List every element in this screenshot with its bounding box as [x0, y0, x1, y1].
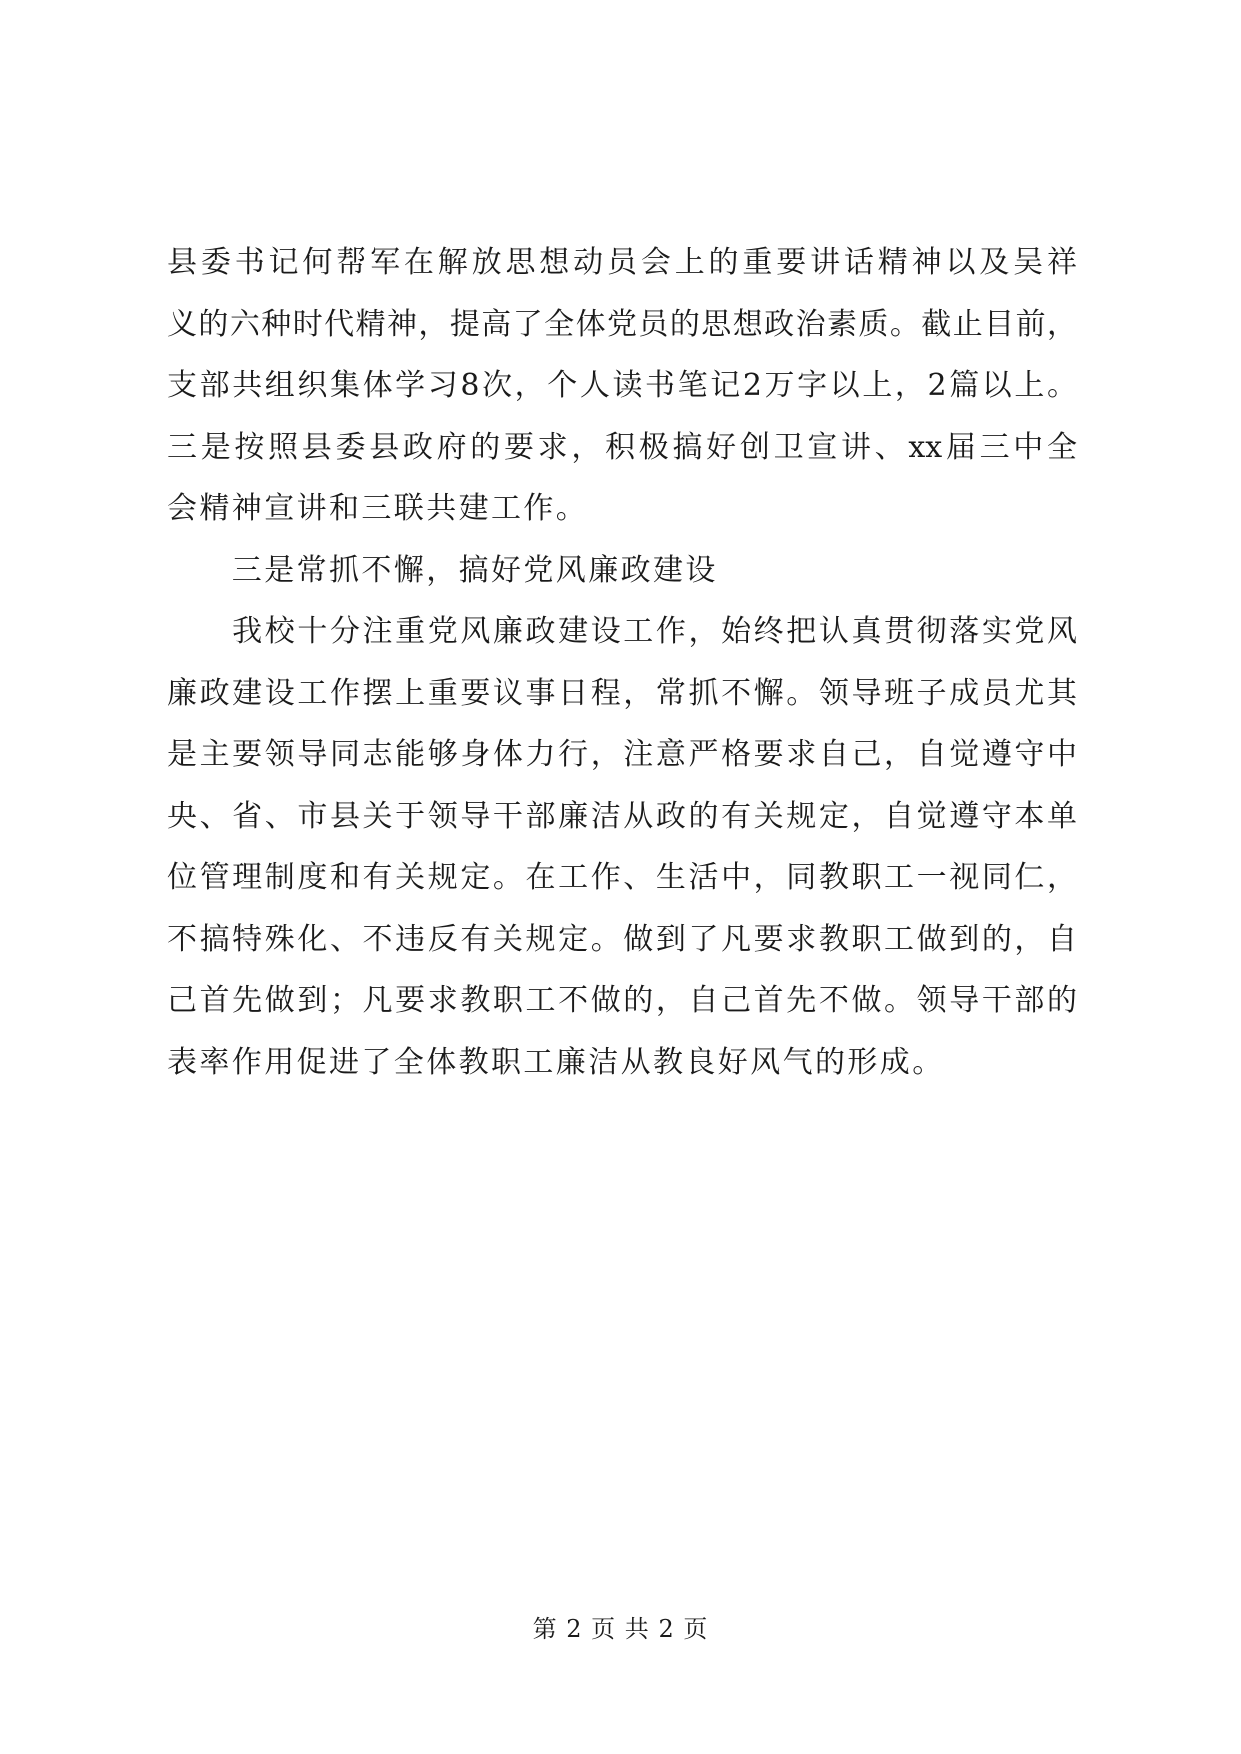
text-line: 三是按照县委县政府的要求，积极搞好创卫宣讲、xx届三中全 — [167, 429, 1077, 465]
text-line: 己首先做到；凡要求教职工不做的，自己首先不做。领导干部的 — [167, 983, 1077, 1018]
text-line: 会精神宣讲和三联共建工作。 — [167, 491, 589, 526]
text-line: 县委书记何帮军在解放思想动员会上的重要讲话精神以及吴祥 — [167, 245, 1077, 280]
text-line: 支部共组织集体学习8次，个人读书笔记2万字以上，2篇以上。 — [167, 368, 1077, 403]
text-line: 我校十分注重党风廉政建设工作，始终把认真贯彻落实党风 — [167, 614, 1077, 649]
body-text — [167, 232, 1077, 1093]
text-line: 央、省、市县关于领导干部廉洁从政的有关规定，自觉遵守本单 — [167, 798, 1077, 834]
text-line: 义的六种时代精神，提高了全体党员的思想政治素质。截止目前， — [167, 306, 1077, 342]
text-line: 表率作用促进了全体教职工廉洁从教良好风气的形成。 — [167, 1044, 945, 1080]
text-line: 不搞特殊化、不违反有关规定。做到了凡要求教职工做到的，自 — [167, 921, 1077, 957]
text-line: 是主要领导同志能够身体力行，注意严格要求自己，自觉遵守中 — [167, 737, 1077, 772]
page-footer: 第 2 页 共 2 页 — [532, 1615, 709, 1643]
text-line: 位管理制度和有关规定。在工作、生活中，同教职工一视同仁， — [167, 860, 1077, 895]
text-line: 廉政建设工作摆上重要议事日程，常抓不懈。领导班子成员尤其 — [167, 675, 1077, 711]
section-heading: 三是常抓不懈，搞好党风廉政建设 — [167, 552, 718, 588]
